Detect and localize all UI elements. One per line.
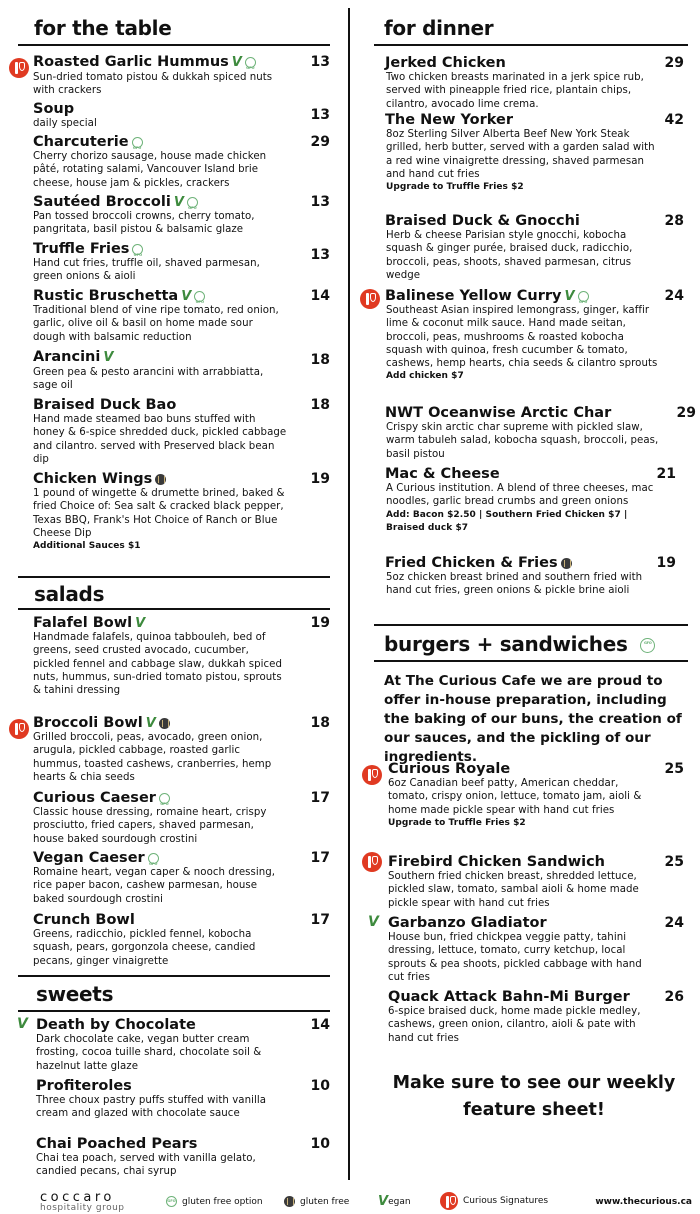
item-description: 5oz chicken breast brined and southern fried with hand cut fries, green onions & pickle brine aioli bbox=[386, 572, 643, 597]
item-description: Southern fried chicken breast, shredded lettuce, pickled slaw, tomato, sambal aioli & home made pickle spear with hand cut fries bbox=[388, 871, 639, 909]
item-description: 6oz Canadian beef patty, American cheddar, tomato, crispy onion, lettuce, tomato jam, aioli & home made pickle spear with hand cut fries bbox=[388, 778, 642, 816]
item-price: 13 bbox=[310, 107, 330, 123]
item-price: 29 bbox=[310, 134, 330, 150]
item-name: Fried Chicken & Fries bbox=[385, 555, 558, 571]
section-title-salads: salads bbox=[34, 582, 105, 606]
item-name: Soup bbox=[33, 101, 75, 117]
item-description: Crispy skin arctic char supreme with pickled slaw, warm tabuleh salad, kobocha squash, broccoli, peas, basil pistou bbox=[386, 422, 659, 460]
item-name: Curious Royale bbox=[388, 761, 511, 777]
item-description: Southeast Asian inspired lemongrass, ginger, kaffir lime & coconut milk sauce. Hand made seitan, broccoli, peas, mushrooms & roasted kobocha squash with quinoa, fresh cucumber & tomato, cashews, hemp hearts, chia seeds & cilantro sprouts bbox=[386, 305, 658, 370]
item-description: 8oz Sterling Silver Alberta Beef New York Steak grilled, herb butter, served with a garden salad with a red wine vinaigrette dressing, shaved parmesan and hand cut fries bbox=[386, 129, 655, 180]
section-rule bbox=[18, 608, 330, 610]
item-description: Greens, radicchio, pickled fennel, kobocha squash, pears, gorgonzola cheese, candied pecans, ginger vinaigrette bbox=[33, 929, 256, 967]
gluten-free-icon bbox=[159, 718, 170, 729]
vegan-icon: V bbox=[135, 615, 146, 631]
vegan-icon: V bbox=[17, 1016, 28, 1032]
signature-icon bbox=[9, 58, 29, 78]
brand-subtitle: hospitality group bbox=[40, 1203, 125, 1213]
item-price: 13 bbox=[310, 247, 330, 263]
item-price: 14 bbox=[310, 1017, 330, 1033]
brand-logo bbox=[40, 1190, 125, 1213]
vegan-icon: V bbox=[145, 715, 156, 731]
signature-icon bbox=[9, 719, 29, 739]
item-price: 17 bbox=[310, 850, 330, 866]
item-description: Sun-dried tomato pistou & dukkah spiced nuts with crackers bbox=[33, 72, 273, 97]
item-price: 42 bbox=[664, 112, 684, 128]
gluten-free-option-icon bbox=[132, 244, 143, 255]
legend-gluten-free-option bbox=[166, 1196, 263, 1207]
item-price: 19 bbox=[656, 555, 676, 571]
gluten-free-option-icon bbox=[194, 291, 205, 302]
item-extra: Upgrade to Truffle Fries $2 bbox=[386, 182, 524, 193]
legend-signatures bbox=[440, 1192, 548, 1210]
item-name: Rustic Bruschetta bbox=[33, 288, 179, 304]
vegan-icon: V bbox=[181, 288, 192, 304]
item-name: Falafel Bowl bbox=[33, 615, 133, 631]
vegan-icon: V bbox=[231, 54, 242, 70]
legend-label: Curious Signatures bbox=[463, 1196, 549, 1206]
gluten-free-icon bbox=[155, 474, 166, 485]
item-price: 24 bbox=[664, 288, 684, 304]
item-name: Balinese Yellow Curry bbox=[385, 288, 562, 304]
gluten-free-option-icon bbox=[166, 1196, 177, 1207]
item-price: 17 bbox=[310, 912, 330, 928]
legend-label: gluten free bbox=[300, 1196, 350, 1207]
item-name: Chai Poached Pears bbox=[36, 1136, 198, 1152]
item-extra: Upgrade to Truffle Fries $2 bbox=[388, 817, 526, 828]
gluten-free-option-icon bbox=[187, 197, 198, 208]
item-description: Pan tossed broccoli crowns, cherry tomato, pangritata, basil pistou & balsamic glaze bbox=[33, 211, 255, 236]
item-name: Firebird Chicken Sandwich bbox=[388, 854, 605, 870]
item-price: 18 bbox=[310, 715, 330, 731]
item-name: Vegan Caeser bbox=[33, 850, 145, 866]
item-description: Chai tea poach, served with vanilla gelato, candied pecans, chai syrup bbox=[36, 1153, 256, 1178]
item-price: 13 bbox=[310, 194, 330, 210]
section-title-for-the-table: for the table bbox=[34, 16, 172, 40]
item-price: 28 bbox=[664, 213, 684, 229]
gluten-free-option-icon bbox=[245, 57, 256, 68]
item-description: Grilled broccoli, peas, avocado, green onion, arugula, pickled cabbage, roasted garlic hummus, toasted cashews, cranberries, hemp hearts & chia seeds bbox=[33, 732, 272, 783]
gluten-free-icon bbox=[284, 1196, 295, 1207]
item-price: 18 bbox=[310, 352, 330, 368]
item-name: Arancini bbox=[33, 349, 101, 365]
item-description: Handmade falafels, quinoa tabbouleh, bed of greens, seed crusted avocado, cucumber, pickled fennel and cabbage slaw, dukkah spiced nuts, hummus, sun-dried tomato pistou, sprouts & tahini dressing bbox=[33, 632, 283, 697]
left-column bbox=[0, 0, 350, 1180]
item-name: Crunch Bowl bbox=[33, 912, 135, 928]
item-description: Three choux pastry puffs stuffed with vanilla cream and glazed with chocolate sauce bbox=[36, 1095, 267, 1120]
item-name: Quack Attack Bahn-Mi Burger bbox=[388, 989, 630, 1005]
item-price: 19 bbox=[310, 471, 330, 487]
vegan-icon: V bbox=[564, 288, 575, 304]
item-name: The New Yorker bbox=[385, 112, 514, 128]
legend-label: egan bbox=[388, 1196, 411, 1207]
item-description: Hand made steamed bao buns stuffed with honey & 6-spice shredded duck, pickled cabbage and cilantro. served with Preserved black bean dip bbox=[33, 414, 287, 465]
item-name: Jerked Chicken bbox=[385, 55, 506, 71]
item-price: 13 bbox=[310, 54, 330, 70]
vegan-icon: V bbox=[173, 194, 184, 210]
section-title-for-dinner: for dinner bbox=[384, 16, 494, 40]
vegan-icon: V bbox=[378, 1194, 389, 1209]
gluten-free-option-icon bbox=[132, 137, 143, 148]
item-price: 29 bbox=[664, 55, 684, 71]
item-price: 24 bbox=[664, 915, 684, 931]
item-price: 25 bbox=[664, 761, 684, 777]
website-link[interactable]: www.thecurious.ca bbox=[595, 1197, 692, 1207]
item-name: Truffle Fries bbox=[33, 241, 130, 257]
item-name: Roasted Garlic Hummus bbox=[33, 54, 229, 70]
gluten-free-option-icon bbox=[159, 793, 170, 804]
item-description: daily special bbox=[33, 118, 97, 129]
item-description: Two chicken breasts marinated in a jerk spice rub, served with pineapple fried rice, plantain chips, cilantro, avocado lime crema. bbox=[386, 72, 644, 110]
item-price: 21 bbox=[656, 466, 676, 482]
item-name: Braised Duck & Gnocchi bbox=[385, 213, 580, 229]
item-name: Garbanzo Gladiator bbox=[388, 915, 547, 931]
section-rule bbox=[18, 975, 330, 977]
item-name: Sautéed Broccoli bbox=[33, 194, 171, 210]
item-description: Romaine heart, vegan caper & nooch dressing, rice paper bacon, cashew parmesan, house baked sourdough crostini bbox=[33, 867, 276, 905]
item-description: Cherry chorizo sausage, house made chicken pâté, rotating salami, Vancouver Island brie cheese, house jam & pickles, crackers bbox=[33, 151, 267, 189]
item-price: 10 bbox=[310, 1136, 330, 1152]
item-price: 18 bbox=[310, 397, 330, 413]
item-extra: Add: Bacon $2.50 | Southern Fried Chicken $7 | Braised duck $7 bbox=[386, 509, 628, 533]
item-description: 6-spice braised duck, home made pickle medley, cashews, green onion, cilantro, aioli & pate with hand cut fries bbox=[388, 1006, 641, 1044]
item-extra: Add chicken $7 bbox=[386, 371, 464, 382]
brand-name: coccaro bbox=[40, 1190, 115, 1205]
legend-gluten-free bbox=[284, 1196, 349, 1207]
item-price: 14 bbox=[310, 288, 330, 304]
item-name: Profiteroles bbox=[36, 1078, 132, 1094]
item-name: Mac & Cheese bbox=[385, 466, 500, 482]
section-title-text: burgers + sandwiches bbox=[384, 632, 628, 656]
promo-text: At The Curious Cafe we are proud to offer in-house preparation, including the baking of our buns, the creation of our sauces, and the pickling of our ingredients. bbox=[384, 673, 682, 765]
item-price: 29 bbox=[676, 405, 696, 421]
item-description: Hand cut fries, truffle oil, shaved parmesan, green onions & aioli bbox=[33, 258, 260, 283]
item-description: Classic house dressing, romaine heart, crispy prosciutto, fried capers, shaved parmesan, house baked sourdough crostini bbox=[33, 807, 267, 845]
item-name: Curious Caeser bbox=[33, 790, 156, 806]
signature-icon bbox=[440, 1192, 458, 1210]
burgers-list bbox=[352, 0, 700, 1180]
item-price: 19 bbox=[310, 615, 330, 631]
legend-label: gluten free option bbox=[182, 1196, 263, 1207]
item-description: Dark chocolate cake, vegan butter cream frosting, cocoa tuille shard, chocolate soil & hazelnut latte glaze bbox=[36, 1034, 262, 1072]
vegan-icon: V bbox=[368, 914, 379, 930]
item-price: 10 bbox=[310, 1078, 330, 1094]
section-rule bbox=[18, 576, 330, 578]
item-description: A Curious institution. A blend of three cheeses, mac noodles, garlic bread crumbs and green onions bbox=[386, 483, 654, 508]
legend-vegan bbox=[378, 1196, 411, 1207]
item-name: Braised Duck Bao bbox=[33, 397, 177, 413]
gluten-free-option-icon bbox=[148, 853, 159, 864]
item-description: House bun, fried chickpea veggie patty, tahini dressing, lettuce, tomato, curry ketchup, local sprouts & pea shoots, pickled cabbage with hand cut fries bbox=[388, 932, 642, 983]
item-price: 25 bbox=[664, 854, 684, 870]
item-name: NWT Oceanwise Arctic Char bbox=[385, 405, 612, 421]
item-description: Herb & cheese Parisian style gnocchi, kobocha squash & ginger purée, braised duck, radicchio, broccoli, peas, shoots, shaved parmesan, citrus wedge bbox=[386, 230, 633, 281]
vegan-icon: V bbox=[103, 349, 114, 365]
section-rule bbox=[18, 1010, 330, 1012]
item-name: Death by Chocolate bbox=[36, 1017, 196, 1033]
section-rule bbox=[18, 44, 330, 46]
item-description: Green pea & pesto arancini with arrabbiatta, sage oil bbox=[33, 367, 264, 392]
item-price: 26 bbox=[664, 989, 684, 1005]
item-name: Chicken Wings bbox=[33, 471, 153, 487]
signature-icon bbox=[362, 765, 382, 785]
section-title-sweets: sweets bbox=[36, 982, 114, 1006]
item-price: 17 bbox=[310, 790, 330, 806]
item-description: Traditional blend of vine ripe tomato, red onion, garlic, olive oil & basil on home made sour dough with balsamic reduction bbox=[33, 305, 279, 343]
item-name: Charcuterie bbox=[33, 134, 129, 150]
item-extra: Additional Sauces $1 bbox=[33, 541, 141, 552]
footer bbox=[0, 1182, 700, 1214]
feature-sheet-callout: Make sure to see our weekly feature sheet! bbox=[392, 1073, 676, 1120]
item-name: Broccoli Bowl bbox=[33, 715, 143, 731]
signature-icon bbox=[362, 852, 382, 872]
item-description: 1 pound of wingette & drumette brined, baked & fried Choice of: Sea salt & cracked black pepper, Texas BBQ, Frank's Hot Choice of Ranch or Blue Cheese Dip bbox=[33, 488, 285, 539]
